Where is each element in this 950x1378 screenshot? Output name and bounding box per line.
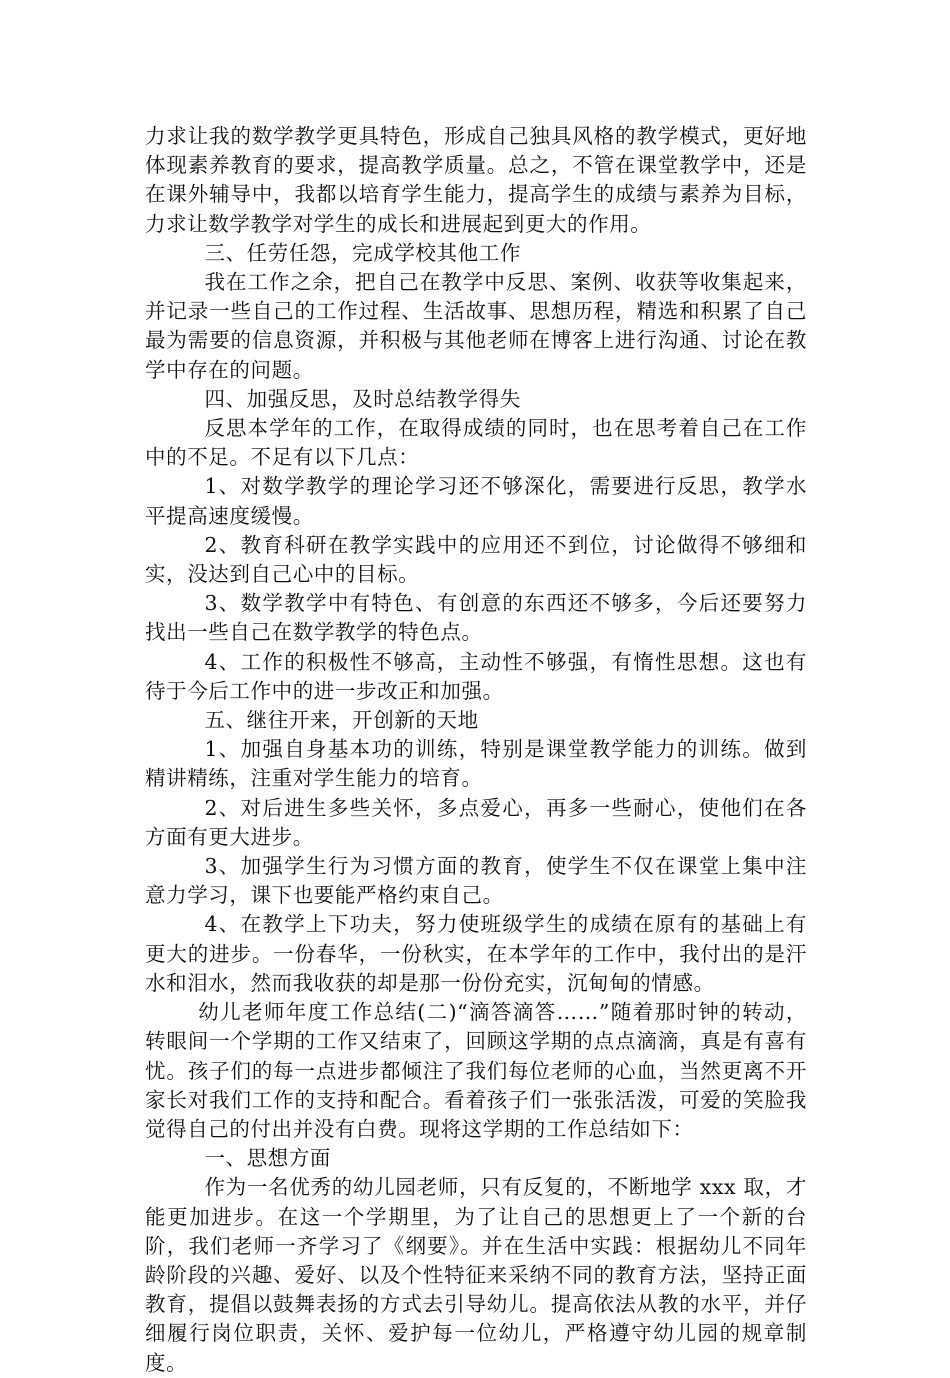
- list-item: 1、加强自身基本功的训练，特别是课堂教学能力的训练。做到精讲精练，注重对学生能力的培育。: [145, 737, 807, 791]
- list-item: 3、加强学生行为习惯方面的教育，使学生不仅在课堂上集中注意力学习，课下也要能严格约束自己。: [145, 854, 807, 908]
- list-item: 2、对后进生多些关怀，多点爱心，再多一些耐心，使他们在各方面有更大进步。: [145, 795, 807, 849]
- paragraph: 我在工作之余，把自己在教学中反思、案例、收获等收集起来，并记录一些自己的工作过程、生活故事、思想历程，精选和积累了自己最为需要的信息资源，并积极与其他老师在博客上进行沟通、讨论在教学中存在的问题。: [145, 270, 807, 382]
- list-item: 1、对数学教学的理论学习还不够深化，需要进行反思，教学水平提高速度缓慢。: [145, 474, 807, 528]
- paragraph: 反思本学年的工作，在取得成绩的同时，也在思考着自己在工作中的不足。不足有以下几点：: [145, 416, 807, 470]
- list-item: 2、教育科研在教学实践中的应用还不到位，讨论做得不够细和实，没达到自己心中的目标。: [145, 532, 807, 587]
- list-item: 4、工作的积极性不够高，主动性不够强，有惰性思想。这也有待于今后工作中的进一步改正和加强。: [145, 649, 807, 703]
- paragraph: 作为一名优秀的幼儿园老师，只有反复的，不断地学 xxx 取，才能更加进步。在这一个学期里，为了让自己的思想更上了一个新的台阶，我们老师一齐学习了《纲要》。并在生活中实践：根据幼儿不同年龄阶段的兴趣、爱好、以及个性特征来采纳不同的教育方法，坚持正面教育，提倡以鼓舞表扬的方式去引导幼儿。提高依法从教的水平，并仔细履行岗位职责，关怀、爱护每一位幼儿，严格遵守幼儿园的规章制度。: [145, 1175, 807, 1375]
- document-body: [145, 122, 807, 1378]
- section-heading-5: 五、继往开来，开创新的天地: [204, 708, 479, 733]
- section-heading-1: 一、思想方面: [204, 1146, 332, 1171]
- section-heading-4: 四、加强反思，及时总结教学得失: [204, 386, 521, 411]
- paragraph: 幼儿老师年度工作总结(二)“滴答滴答……”随着那时钟的转动，转眼间一个学期的工作又结束了，回顾这学期的点点滴滴，真是有喜有忧。孩子们的每一点进步都倾注了我们每位老师的心血，当然更离不开家长对我们工作的支持和配合。看着孩子们一张张活泼，可爱的笑脸我觉得自己的付出并没有白费。现将这学期的工作总结如下：: [145, 1000, 807, 1141]
- paragraph-continuation: 力求让我的数学教学更具特色，形成自己独具风格的教学模式，更好地体现素养教育的要求，提高教学质量。总之，不管在课堂教学中，还是在课外辅导中，我都以培育学生能力，提高学生的成绩与素养为目标，力求让数学教学对学生的成长和进展起到更大的作用。: [145, 124, 807, 236]
- list-item: 3、数学教学中有特色、有创意的东西还不够多，今后还要努力找出一些自己在数学教学的特色点。: [145, 591, 807, 645]
- section-heading-3: 三、任劳任怨，完成学校其他工作: [204, 240, 521, 265]
- list-item: 4、在教学上下功夫，努力使班级学生的成绩在原有的基础上有更大的进步。一份春华，一份秋实，在本学年的工作中，我付出的是汗水和泪水，然而我收获的却是那一份份充实，沉甸甸的情感。: [145, 912, 807, 995]
